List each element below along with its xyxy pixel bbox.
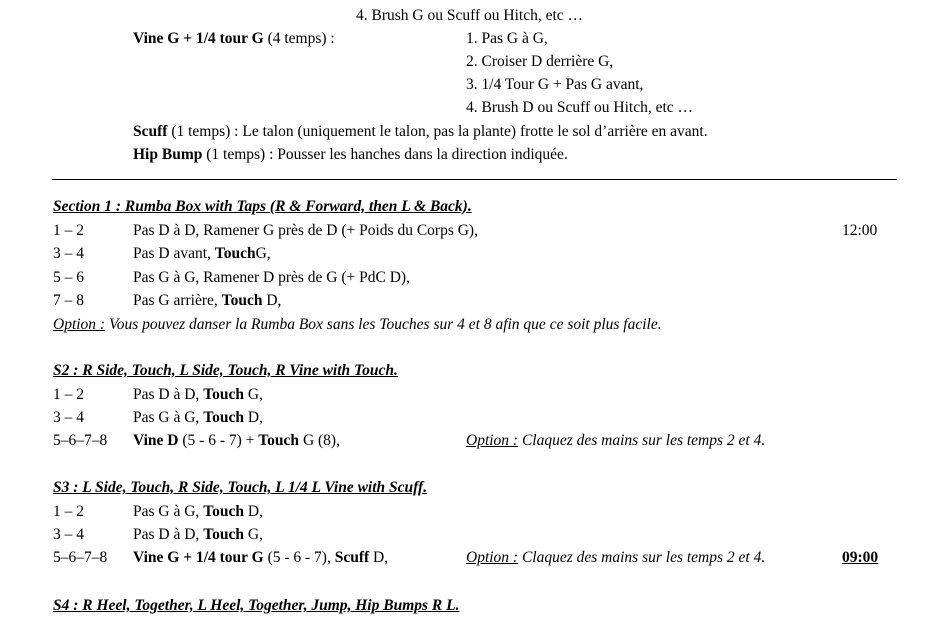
s1-step-4-c: D, xyxy=(266,292,282,309)
s2-option-label: Option : xyxy=(466,432,519,449)
s2-step-3-vine: Vine D xyxy=(133,432,179,449)
vine-g-step-2: 2. Croiser D derrière G, xyxy=(466,53,614,70)
s2-step-1-c: G, xyxy=(247,386,263,403)
s1-count-4: 7 – 8 xyxy=(53,292,84,309)
scuff-term: Scuff xyxy=(133,123,168,140)
vine-g-step-4: 4. Brush D ou Scuff ou Hitch, etc … xyxy=(466,99,694,116)
s2-option-text: Claquez des mains sur les temps 2 et 4. xyxy=(521,432,766,449)
s1-step-4-touch: Touch xyxy=(221,292,263,309)
glossary-top-line: 4. Brush G ou Scuff ou Hitch, etc … xyxy=(356,7,584,24)
s2-count-2: 3 – 4 xyxy=(53,409,84,426)
hip-term: Hip Bump xyxy=(133,146,203,163)
s3-step-2-a: Pas D à D, xyxy=(133,526,200,543)
s1-count-3: 5 – 6 xyxy=(53,269,84,286)
s1-step-4-a: Pas G arrière, xyxy=(133,292,218,309)
s3-step-2 xyxy=(133,526,263,544)
s2-step-2 xyxy=(133,409,263,427)
s1-option-label: Option : xyxy=(53,316,106,333)
section-4-title: S4 : R Heel, Together, L Heel, Together, Jump, Hip Bumps R L. xyxy=(53,597,460,614)
s2-step-2-a: Pas G à G, xyxy=(133,409,200,426)
s2-step-2-c: D, xyxy=(247,409,263,426)
s1-step-2-a: Pas D avant, xyxy=(133,245,211,262)
s2-step-3 xyxy=(133,432,340,450)
s3-step-3 xyxy=(133,549,388,567)
section-3-title: S3 : L Side, Touch, R Side, Touch, L 1/4 L Vine with Scuff. xyxy=(53,479,428,496)
s1-step-2-c: G, xyxy=(255,245,271,262)
s2-option xyxy=(466,432,765,450)
s3-wall: 09:00 xyxy=(842,549,879,566)
s3-step-1-c: D, xyxy=(247,503,263,520)
s2-step-3-counts: (5 - 6 - 7) + xyxy=(182,432,255,449)
horizontal-divider xyxy=(52,179,897,180)
s3-step-2-c: G, xyxy=(247,526,263,543)
glossary-vine-g xyxy=(133,30,335,48)
s3-step-3-vine: Vine G + 1/4 tour G xyxy=(133,549,264,566)
s3-step-1 xyxy=(133,503,263,521)
s1-step-2-touch: Touch xyxy=(214,245,256,262)
scuff-desc: (1 temps) : Le talon (uniquement le talon, pas la plante) frotte le sol d’arrière en avant. xyxy=(171,123,708,140)
s2-step-1-a: Pas D à D, xyxy=(133,386,200,403)
s3-step-3-scuff: Scuff xyxy=(334,549,370,566)
s2-step-2-touch: Touch xyxy=(203,409,244,426)
s2-count-1: 1 – 2 xyxy=(53,386,84,403)
s1-count-1: 1 – 2 xyxy=(53,222,84,239)
s3-step-1-a: Pas G à G, xyxy=(133,503,200,520)
s1-step-4 xyxy=(133,292,281,310)
s3-option xyxy=(466,549,765,567)
s3-step-1-touch: Touch xyxy=(203,503,244,520)
s1-option-text: Vous pouvez danser la Rumba Box sans les Touches sur 4 et 8 afin que ce soit plus facile. xyxy=(108,316,662,333)
hip-desc: (1 temps) : Pousser les hanches dans la direction indiquée. xyxy=(206,146,568,163)
s3-step-3-d: D, xyxy=(373,549,389,566)
s2-step-3-d: G (8), xyxy=(302,432,340,449)
s3-count-3: 5–6–7–8 xyxy=(53,549,108,566)
s2-step-1 xyxy=(133,386,263,404)
s2-step-3-touch: Touch xyxy=(258,432,300,449)
s1-step-3: Pas G à G, Ramener D près de G (+ PdC D), xyxy=(133,269,410,286)
section-1-title: Section 1 : Rumba Box with Taps (R & Forward, then L & Back). xyxy=(53,198,472,215)
s2-count-3: 5–6–7–8 xyxy=(53,432,108,449)
section-2-title: S2 : R Side, Touch, L Side, Touch, R Vine with Touch. xyxy=(53,362,398,379)
glossary-hip-bump xyxy=(133,146,568,164)
s1-step-2 xyxy=(133,245,271,263)
vine-g-step-1: 1. Pas G à G, xyxy=(466,30,548,47)
s3-count-1: 1 – 2 xyxy=(53,503,84,520)
vine-g-step-3: 3. 1/4 Tour G + Pas G avant, xyxy=(466,76,644,93)
s3-step-3-counts: (5 - 6 - 7), xyxy=(267,549,331,566)
s2-step-1-touch: Touch xyxy=(203,386,244,403)
s3-option-label: Option : xyxy=(466,549,519,566)
s3-step-2-touch: Touch xyxy=(203,526,244,543)
s1-step-1: Pas D à D, Ramener G près de D (+ Poids du Corps G), xyxy=(133,222,478,239)
vine-g-count: (4 temps) : xyxy=(267,30,335,47)
s1-count-2: 3 – 4 xyxy=(53,245,84,262)
s1-option xyxy=(53,316,662,334)
glossary-scuff xyxy=(133,123,708,141)
s3-count-2: 3 – 4 xyxy=(53,526,84,543)
s3-option-text: Claquez des mains sur les temps 2 et 4. xyxy=(521,549,766,566)
s1-wall: 12:00 xyxy=(842,222,878,239)
vine-g-term: Vine G + 1/4 tour G xyxy=(133,30,264,47)
